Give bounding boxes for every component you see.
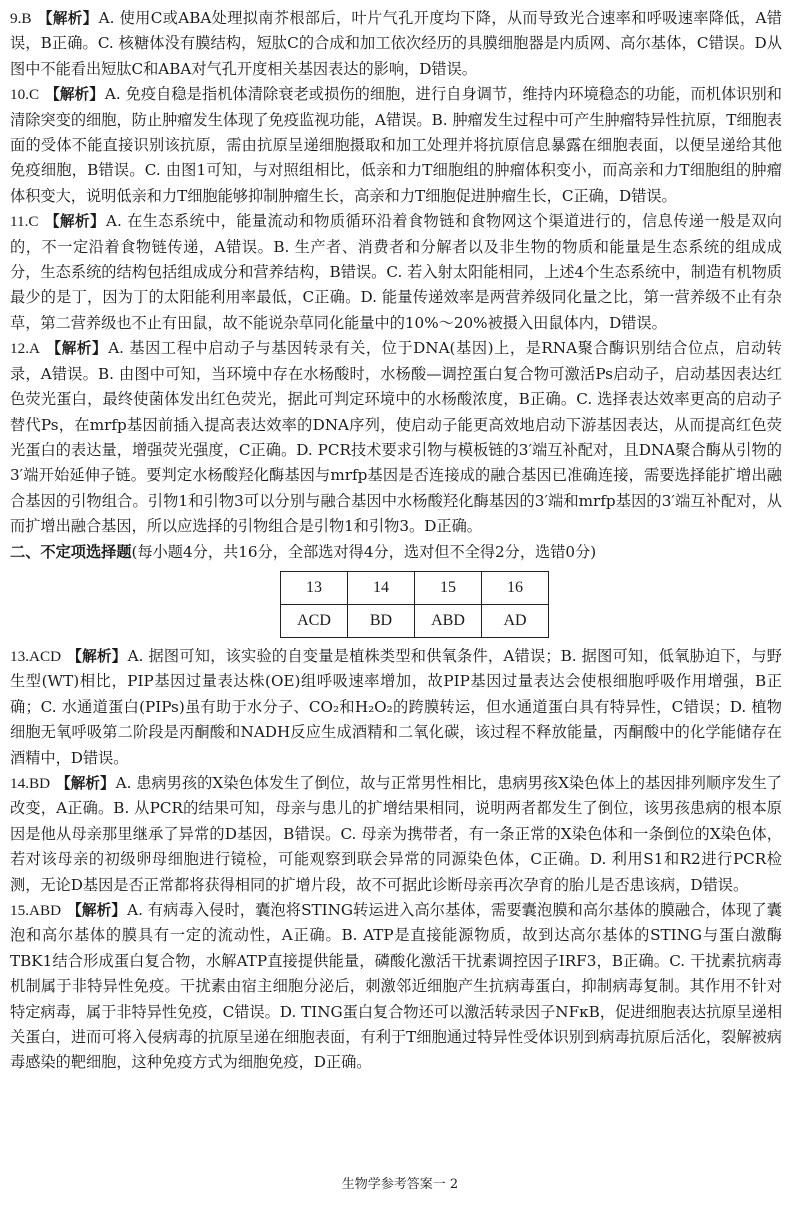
answer-key-answers-row	[281, 604, 549, 637]
item-explanation: A. 免疫自稳是指机体清除衰老或损伤的细胞，进行自身调节，维持内环境稳态的功能，而机体识别和清除突变的细胞，防止肿瘤发生体现了免疫监视功能，A错误。B. 肿瘤发生过程中可产生肿瘤特异性抗原，T细胞表面的受体不能直接识别该抗原，需由抗原呈递细胞摄取和加工处理并将抗原信息暴露在细胞表面，以便呈递给其他免疫细胞，B错误。C. 由图1可知，与对照组相比，低亲和力T细胞组的肿瘤体积变小，而高亲和力T细胞组的肿瘤体积变大，说明低亲和力T细胞能够抑制肿瘤生长，高亲和力T细胞促进肿瘤生长，C正确，D错误。	[10, 85, 782, 205]
section-title: 二、不定项选择题	[10, 542, 132, 561]
answer-item-13	[10, 644, 782, 771]
answer-key-answer: ACD	[281, 604, 348, 637]
item-number: 9.	[10, 10, 22, 27]
analysis-tag: 【解析】	[56, 774, 115, 792]
answer-key-answer: ABD	[415, 604, 482, 637]
item-answer: C	[28, 86, 40, 104]
answer-key-number: 15	[415, 571, 482, 604]
answer-key-answer: BD	[348, 604, 415, 637]
answer-item-14	[10, 771, 782, 898]
analysis-tag: 【解析】	[67, 647, 127, 665]
section-note: (每小题4分，共16分，全部选对得4分，选对但不全得2分，选错0分)	[131, 542, 597, 561]
item-number: 15.	[10, 902, 29, 919]
analysis-tag: 【解析】	[67, 902, 127, 919]
page-footer: 生物学参考答案一 2	[341, 1177, 459, 1192]
answer-key-table	[280, 571, 549, 638]
item-number: 10.	[10, 86, 29, 104]
item-answer: A	[28, 340, 40, 358]
item-explanation: A. 基因工程中启动子与基因转录有关，位于DNA(基因)上，是RNA聚合酶识别结合位点，启动转录，A错误。B. 由图中可知，当环境中存在水杨酸时，水杨酸—调控蛋白复合物可激活Ps启动子，启动基因表达红色荧光蛋白，最终使菌体发出红色荧光，据此可判定环境中的水杨酸浓度，B正确。C. 选择表达效率更高的启动子替代Ps，在mrfp基因前插入提高表达效率的DNA序列，使启动子能更高效地启动下游基因表达，从而提高红色荧光蛋白的表达量，增强荧光强度，C正确。D. PCR技术要求引物与模板链的3′端互补配对，且DNA聚合酶从引物的3′端开始延伸子链。要判定水杨酸羟化酶基因与mrfp基因是否连接成的融合基因已准确连接，需要选择能扩增出融合基因的引物组合。引物1和引物3可以分别与融合基因中水杨酸羟化酶基因的3′端和mrfp基因的3′端互补配对，从而扩增出融合基因，所以应选择的引物组合是引物1和引物3。D正确。	[10, 339, 782, 536]
analysis-tag: 【解析】	[45, 86, 104, 104]
item-explanation: A. 使用C或ABA处理拟南芥根部后，叶片气孔开度均下降，从而导致光合速率和呼吸速率降低，A错误，B正确。C. 核糖体没有膜结构，短肽C的合成和加工依次经历的具膜细胞器是内质网、高尔基体，C错误。D从图中不能看出短肽C和ABA对气孔开度相关基因表达的影响，D错误。	[10, 9, 782, 78]
item-answer: ABD	[28, 902, 62, 919]
analysis-tag: 【解析】	[44, 213, 106, 231]
item-explanation: A. 有病毒入侵时，囊泡将STING转运进入高尔基体，需要囊泡膜和高尔基体的膜融合，体现了囊泡和高尔基体的膜具有一定的流动性，A正确。B. ATP是直接能源物质，故到达高尔基体的STING与蛋白激酶TBK1结合形成蛋白复合物，水解ATP直接提供能量，磷酸化激活干扰素调控因子IRF3，B正确。C. 干扰素抗病毒机制属于非特异性免疫。干扰素由宿主细胞分泌后，刺激邻近细胞产生抗病毒蛋白，抑制病毒复制。其作用不针对特定病毒，属于非特异性免疫，C错误。D. TING蛋白复合物还可以激活转录因子NFκB，促进细胞表达抗原呈递相关蛋白，进而可将入侵病毒的抗原呈递在细胞表面，有利于T细胞通过特异性受体识别到病毒抗原后活化，裂解被病毒感染的靶细胞，这种免疫方式为细胞免疫，D正确。	[10, 901, 783, 1072]
answer-key-numbers-row	[281, 571, 549, 604]
answer-item-10	[10, 82, 782, 209]
analysis-tag: 【解析】	[45, 340, 108, 358]
item-explanation: A. 患病男孩的X染色体发生了倒位，故与正常男性相比，患病男孩X染色体上的基因排列顺序发生了改变，A正确。B. 从PCR的结果可知，母亲与患儿的扩增结果相同，说明两者都发生了倒位，该男孩患病的根本原因是他从母亲那里继承了异常的D基因，B错误。C. 母亲为携带者，有一条正常的X染色体和一条倒位的X染色体，若对该母亲的初级卵母细胞进行镜检，可能观察到联会异常的同源染色体，C正确。D. 利用S1和R2进行PCR检测，无论D基因是否正常都将获得相同的扩增片段，故不可据此诊断母亲再次孕育的胎儿是否患该病，D错误。	[10, 773, 782, 894]
item-answer: C	[28, 213, 39, 231]
item-explanation: A. 据图可知，该实验的自变量是植株类型和供氧条件，A错误；B. 据图可知，低氧胁迫下，与野生型(WT)相比，PIP基因过量表达株(OE)组呼吸速率增加，故PIP基因过量表达会使根细胞呼吸作用增强，B正确；C. 水通道蛋白(PIPs)虽有助于水分子、CO₂和H₂O₂的跨膜转运，但水通道蛋白具有特异性，C错误；D. 植物细胞无氧呼吸第二阶段是丙酮酸和NADH反应生成酒精和二氧化碳，该过程不释放能量，丙酮酸中的化学能储存在酒精中，D错误。	[10, 646, 782, 767]
item-number: 12.	[10, 340, 29, 358]
answer-item-12	[10, 336, 782, 539]
answer-key-number: 16	[482, 571, 549, 604]
section-heading	[10, 540, 782, 565]
item-answer: BD	[28, 774, 51, 792]
answer-key-number: 13	[281, 571, 348, 604]
item-answer: ACD	[28, 647, 62, 665]
answer-key-answer: AD	[482, 604, 549, 637]
answer-key-number: 14	[348, 571, 415, 604]
item-answer: B	[21, 10, 32, 27]
item-explanation: A. 在生态系统中，能量流动和物质循环沿着食物链和食物网这个渠道进行的，信息传递一般是双向的，不一定沿着食物链传递，A错误。B. 生产者、消费者和分解者以及非生物的物质和能量是生态系统的组成成分，生态系统的结构包括组成成分和营养结构，B错误。C. 若入射太阳能相同，上述4个生态系统中，制造有机物质最少的是丁，因为丁的太阳能利用率最低，C正确。D. 能量传递效率是两营养级同化量之比，第一营养级不止有杂草，第二营养级也不止有田鼠，故不能说杂草同化能量中的10%～20%被摄入田鼠体内，D错误。	[10, 212, 782, 332]
answer-item-11	[10, 209, 782, 336]
analysis-tag: 【解析】	[37, 10, 98, 27]
answer-item-15	[10, 898, 782, 1076]
answer-item-9	[10, 6, 782, 82]
item-number: 13.	[10, 647, 29, 665]
item-number: 11.	[10, 213, 29, 231]
item-number: 14.	[10, 774, 29, 792]
